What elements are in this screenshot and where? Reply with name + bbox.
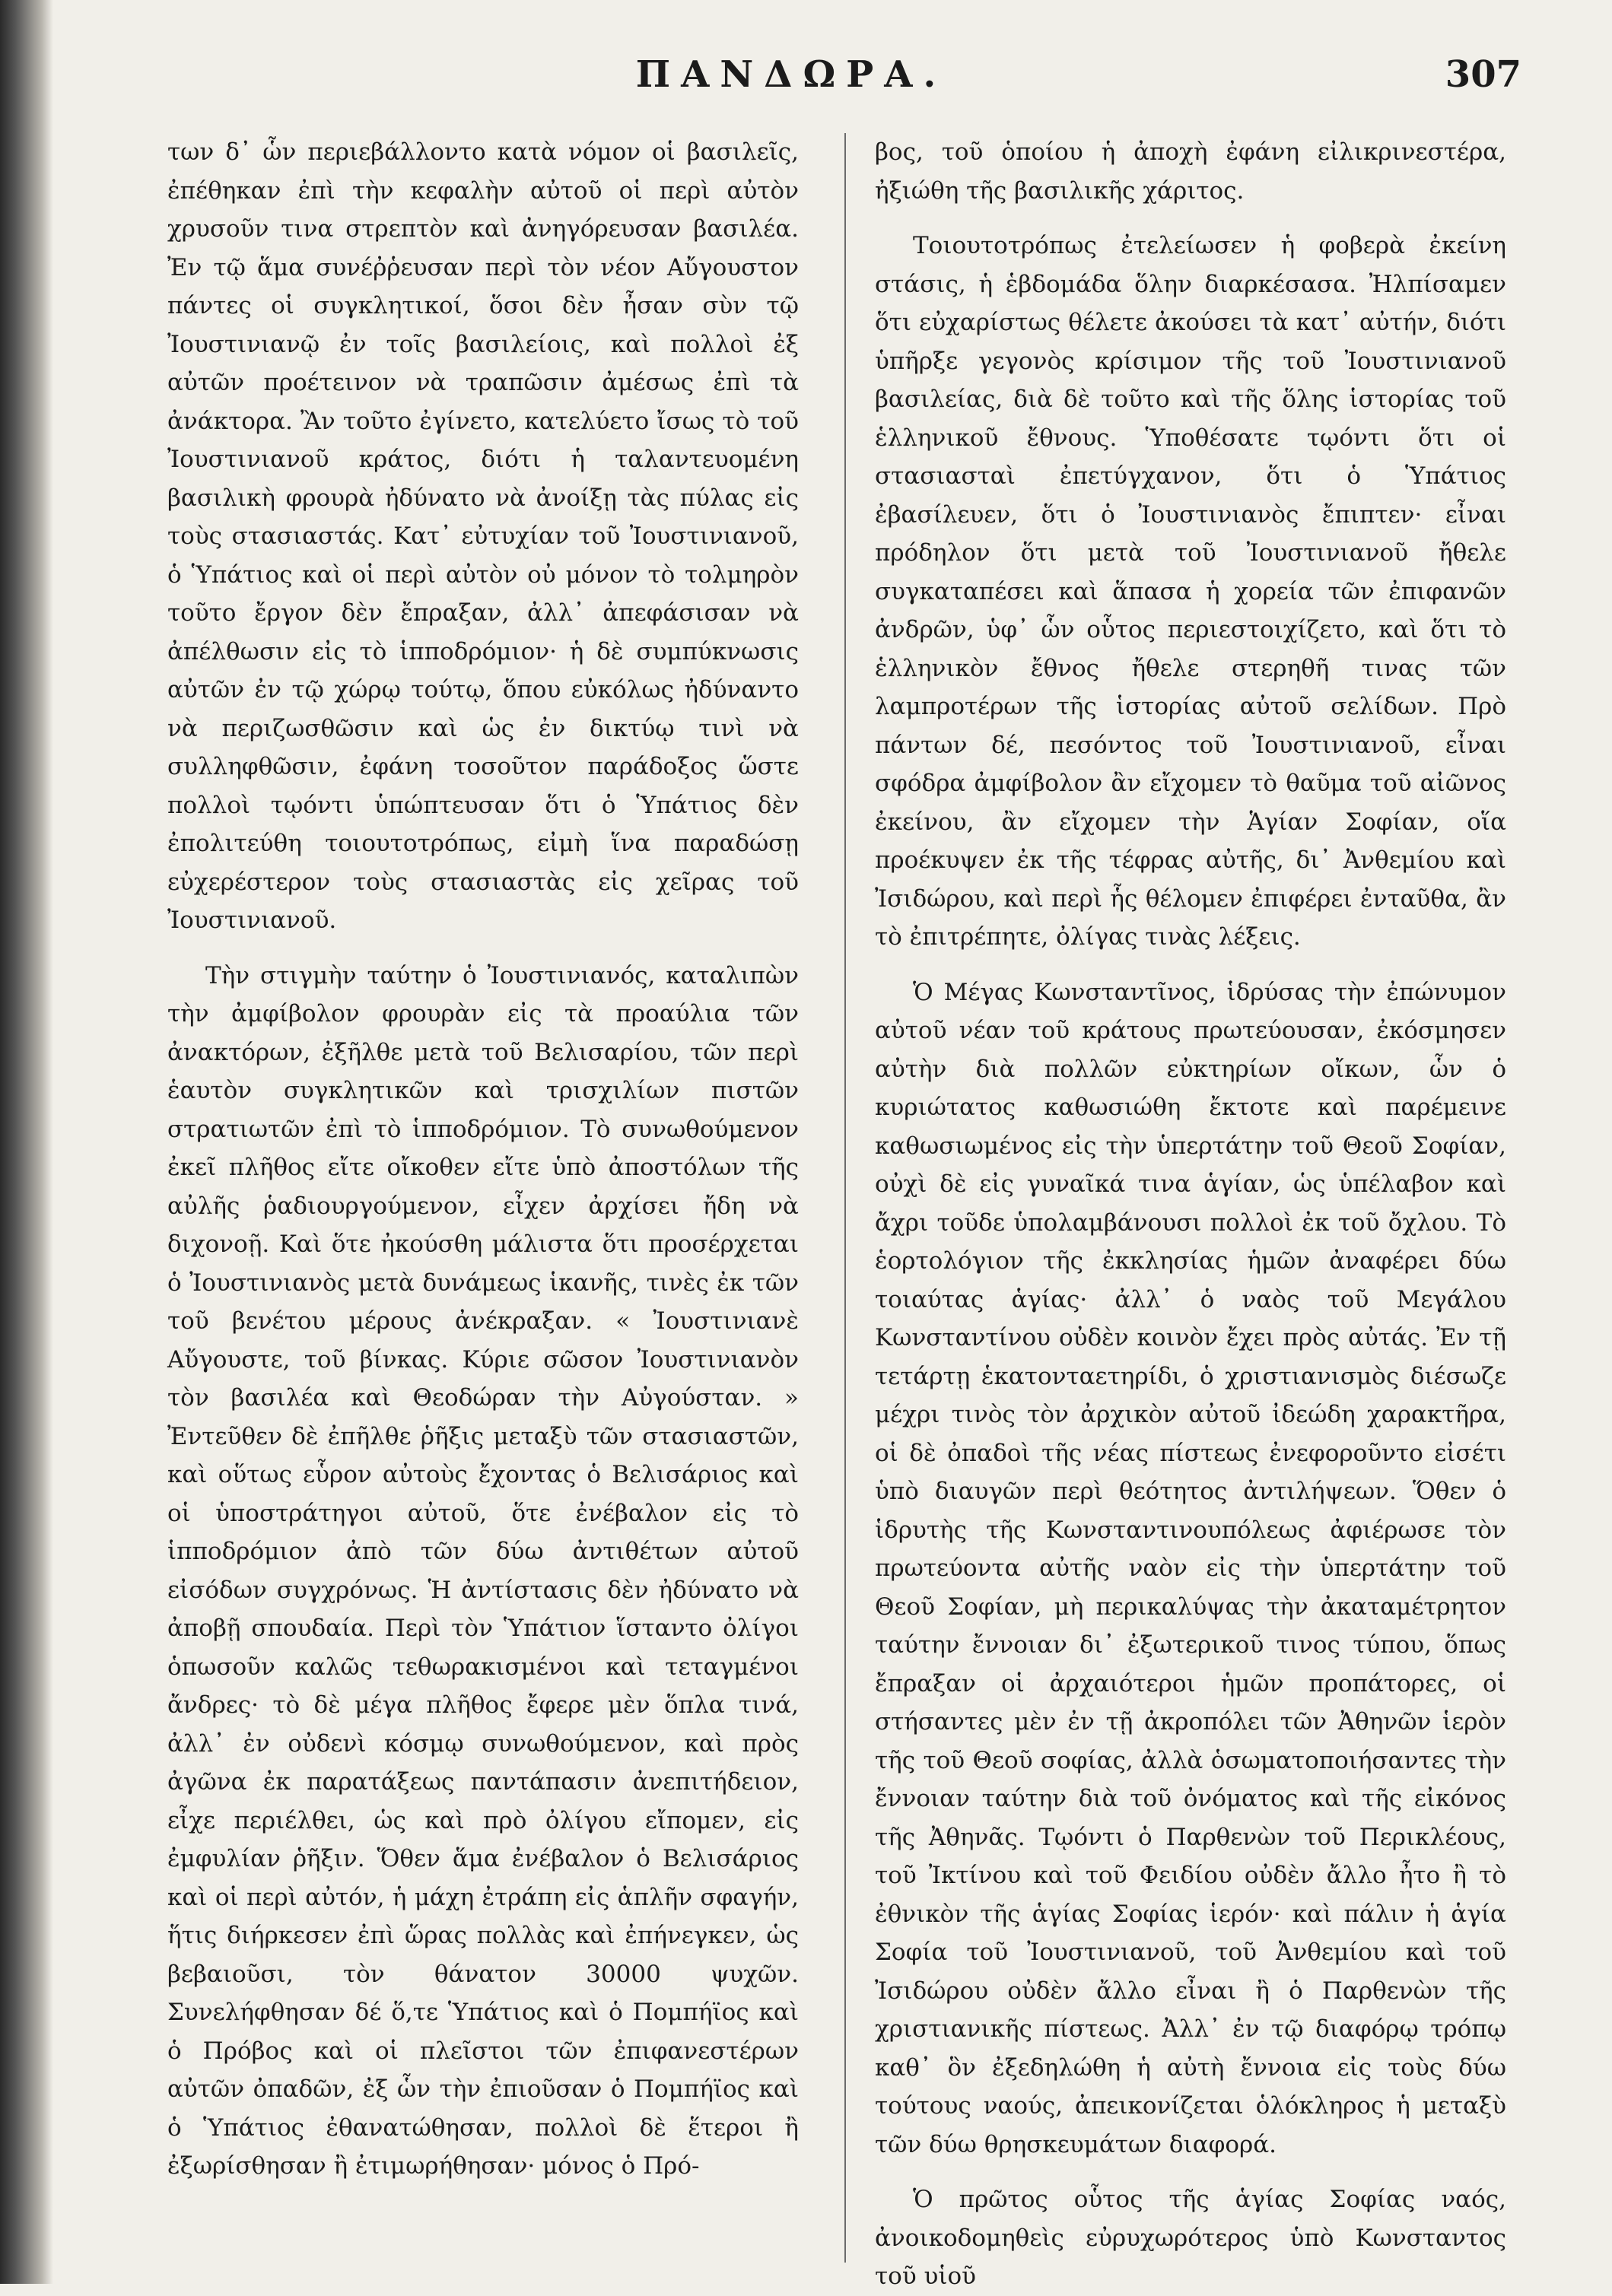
right-column xyxy=(875,133,1506,2296)
binding-shadow xyxy=(0,0,53,2284)
left-column xyxy=(167,133,799,2186)
column-divider xyxy=(844,133,846,2263)
right-paragraph-1: βος, τοῦ ὁποίου ἡ ἀποχὴ ἐφάνη εἰλικρινεστέρα, ἠξιώθη τῆς βασιλικῆς χάριτος. xyxy=(875,138,1506,205)
right-paragraph-2: Τοιουτοτρόπως ἐτελείωσεν ἡ φοβερὰ ἐκείνη στάσις, ἡ ἑβδομάδα ὅλην διαρκέσασα. Ἠλπίσαμεν ὅτι εὐχαρίστως θέλετε ἀκούσει τὰ κατ᾽ αὐτήν, διότι ὑπῆρξε γεγονὸς κρίσιμον τῆς τοῦ Ἰουστινιανοῦ βασιλείας, διὰ δὲ τοῦτο καὶ τῆς ὅλης ἱστορίας τοῦ ἑλληνικοῦ ἔθνους. Ὑποθέσατε τῳόντι ὅτι οἱ στασιασταὶ ἐπετύγχανον, ὅτι ὁ Ὑπάτιος ἐβασίλευεν, ὅτι ὁ Ἰουστινιανὸς ἔπιπτεν· εἶναι πρόδηλον ὅτι μετὰ τοῦ Ἰουστινιανοῦ ἤθελε συγκαταπέσει καὶ ἅπασα ἡ χορεία τῶν ἐπιφανῶν ἀνδρῶν, ὑφ᾽ ὧν οὗτος περιεστοιχίζετο, καὶ ὅτι τὸ ἑλληνικὸν ἔθνος ἤθελε στερηθῆ τινας τῶν λαμπροτέρων τῆς ἱστορίας αὐτοῦ σελίδων. Πρὸ πάντων δέ, πεσόντος τοῦ Ἰουστινιανοῦ, εἶναι σφόδρα ἀμφίβολον ἂν εἴχομεν τὸ θαῦμα τοῦ αἰῶνος ἐκείνου, ἂν εἴχομεν τὴν Ἁγίαν Σοφίαν, οἵα προέκυψεν ἐκ τῆς τέφρας αὐτῆς, δι᾽ Ἀνθεμίου καὶ Ἰσιδώρου, καὶ περὶ ἧς θέλομεν ἐπιφέρει ἐνταῦθα, ἂν τὸ ἐπιτρέπητε, ὀλίγας τινὰς λέξεις. xyxy=(875,232,1506,951)
left-paragraph-1: των δ᾽ ὧν περιεβάλλοντο κατὰ νόμον οἱ βασιλεῖς, ἐπέθηκαν ἐπὶ τὴν κεφαλὴν αὐτοῦ οἱ περὶ αὐτὸν χρυσοῦν τινα στρεπτὸν καὶ ἀνηγόρευσαν βασιλέα. Ἐν τῷ ἅμα συνέῤῥευσαν περὶ τὸν νέον Αὔγουστον πάντες οἱ συγκλητικοί, ὅσοι δὲν ἦσαν σὺν τῷ Ἰουστινιανῷ ἐν τοῖς βασιλείοις, καὶ πολλοὶ ἐξ αὐτῶν προέτεινον νὰ τραπῶσιν ἀμέσως ἐπὶ τὰ ἀνάκτορα. Ἂν τοῦτο ἐγίνετο, κατελύετο ἴσως τὸ τοῦ Ἰουστινιανοῦ κράτος, διότι ἡ ταλαντευομένη βασιλικὴ φρουρὰ ἠδύνατο νὰ ἀνοίξῃ τὰς πύλας εἰς τοὺς στασιαστάς. Κατ᾽ εὐτυχίαν τοῦ Ἰουστινιανοῦ, ὁ Ὑπάτιος καὶ οἱ περὶ αὐτὸν οὐ μόνον τὸ τολμηρὸν τοῦτο ἔργον δὲν ἔπραξαν, ἀλλ᾽ ἀπεφάσισαν νὰ ἀπέλθωσιν εἰς τὸ ἱπποδρόμιον· ἡ δὲ συμπύκνωσις αὐτῶν ἐν τῷ χώρῳ τούτῳ, ὅπου εὐκόλως ἠδύναντο νὰ περιζωσθῶσιν καὶ ὡς ἐν δικτύῳ τινὶ νὰ συλληφθῶσιν, ἐφάνη τοσοῦτον παράδοξος ὥστε πολλοὶ τῳόντι ὑπώπτευσαν ὅτι ὁ Ὑπάτιος δὲν ἐπολιτεύθη τοιουτοτρόπως, εἰμὴ ἵνα παραδώσῃ εὐχερέστερον τοὺς στασιαστὰς εἰς χεῖρας τοῦ Ἰουστινιανοῦ. xyxy=(167,138,799,934)
page-number: 307 xyxy=(1445,53,1521,96)
running-title: ΠΑΝΔΩΡΑ. xyxy=(635,53,947,96)
right-paragraph-3: Ὁ Μέγας Κωνσταντῖνος, ἱδρύσας τὴν ἐπώνυμον αὐτοῦ νέαν τοῦ κράτους πρωτεύουσαν, ἐκόσμησεν αὐτὴν διὰ πολλῶν εὐκτηρίων οἴκων, ὧν ὁ κυριώτατος καθωσιώθη ἔκτοτε καὶ παρέμεινε καθωσιωμένος εἰς τὴν ὑπερτάτην τοῦ Θεοῦ Σοφίαν, οὐχὶ δὲ εἰς γυναῖκά τινα ἁγίαν, ὡς ὑπέλαβον καὶ ἄχρι τοῦδε ὑπολαμβάνουσι πολλοὶ ἐκ τοῦ ὄχλου. Τὸ ἑορτολόγιον τῆς ἐκκλησίας ἡμῶν ἀναφέρει δύω τοιαύτας ἁγίας· ἀλλ᾽ ὁ ναὸς τοῦ Μεγάλου Κωνσταντίνου οὐδὲν κοινὸν ἔχει πρὸς αὐτάς. Ἐν τῇ τετάρτῃ ἑκατονταετηρίδι, ὁ χριστιανισμὸς διέσωζε μέχρι τινὸς τὸν ἀρχικὸν αὐτοῦ ἰδεώδη χαρακτῆρα, οἱ δὲ ὀπαδοὶ τῆς νέας πίστεως ἐνεφοροῦντο εἰσέτι ὑπὸ διαυγῶν περὶ θεότητος ἀντιλήψεων. Ὅθεν ὁ ἱδρυτὴς τῆς Κωνσταντινουπόλεως ἀφιέρωσε τὸν πρωτεύοντα αὐτῆς ναὸν εἰς τὴν ὑπερτάτην τοῦ Θεοῦ Σοφίαν, μὴ περικαλύψας τὴν ἀκαταμέτρητον ταύτην ἔννοιαν δι᾽ ἐξωτερικοῦ τινος τύπου, ὅπως ἔπραξαν οἱ ἀρχαιότεροι ἡμῶν προπάτορες, οἱ στήσαντες μὲν ἐν τῇ ἀκροπόλει τῶν Ἀθηνῶν ἱερὸν τῆς τοῦ Θεοῦ σοφίας, ἀλλὰ ὁσωματοποιήσαντες τὴν ἔννοιαν ταύτην διὰ τοῦ ὀνόματος καὶ τῆς εἰκόνος τῆς Ἀθηνᾶς. Τῳόντι ὁ Παρθενὼν τοῦ Περικλέους, τοῦ Ἰκτίνου καὶ τοῦ Φειδίου οὐδὲν ἄλλο ἦτο ἢ τὸ ἐθνικὸν τῆς ἁγίας Σοφίας ἱερόν· καὶ πάλιν ἡ ἁγία Σοφία τοῦ Ἰουστινιανοῦ, τοῦ Ἀνθεμίου καὶ τοῦ Ἰσιδώρου οὐδὲν ἄλλο εἶναι ἢ ὁ Παρθενὼν τῆς χριστιανικῆς πίστεως. Ἀλλ᾽ ἐν τῷ διαφόρῳ τρόπῳ καθ᾽ ὃν ἐξεδηλώθη ἡ αὐτὴ ἔννοια εἰς τοὺς δύω τούτους ναούς, ἀπεικονίζεται ὁλόκληρος ἡ μεταξὺ τῶν δύω θρησκευμάτων διαφορά. xyxy=(875,978,1506,2158)
running-head xyxy=(61,53,1521,106)
left-paragraph-2: Τὴν στιγμὴν ταύτην ὁ Ἰουστινιανός, καταλιπὼν τὴν ἀμφίβολον φρουρὰν εἰς τὰ προαύλια τῶν ἀνακτόρων, ἐξῆλθε μετὰ τοῦ Βελισαρίου, τῶν περὶ ἑαυτὸν συγκλητικῶν καὶ τρισχιλίων πιστῶν στρατιωτῶν ἐπὶ τὸ ἱπποδρόμιον. Τὸ συνωθούμενον ἐκεῖ πλῆθος εἴτε οἴκοθεν εἴτε ὑπὸ ἀποστόλων τῆς αὐλῆς ῥαδιουργούμενον, εἶχεν ἀρχίσει ἤδη νὰ διχονοῇ. Καὶ ὅτε ἠκούσθη μάλιστα ὅτι προσέρχεται ὁ Ἰουστινιανὸς μετὰ δυνάμεως ἱκανῆς, τινὲς ἐκ τῶν τοῦ βενέτου μέρους ἀνέκραξαν. « Ἰουστινιανὲ Αὔγουστε, τοῦ βίνκας. Κύριε σῶσον Ἰουστινιανὸν τὸν βασιλέα καὶ Θεοδώραν τὴν Αὐγούσταν. » Ἐντεῦθεν δὲ ἐπῆλθε ῥῆξις μεταξὺ τῶν στασιαστῶν, καὶ οὕτως εὗρον αὐτοὺς ἔχοντας ὁ Βελισάριος καὶ οἱ ὑποστράτηγοι αὐτοῦ, ὅτε ἐνέβαλον εἰς τὸ ἱπποδρόμιον ἀπὸ τῶν δύω ἀντιθέτων αὐτοῦ εἰσόδων συγχρόνως. Ἡ ἀντίστασις δὲν ἠδύνατο νὰ ἀποβῇ σπουδαία. Περὶ τὸν Ὑπάτιον ἵσταντο ὀλίγοι ὁπωσοῦν καλῶς τεθωρακισμένοι καὶ τεταγμένοι ἄνδρες· τὸ δὲ μέγα πλῆθος ἔφερε μὲν ὅπλα τινά, ἀλλ᾽ ἐν οὐδενὶ κόσμῳ συνωθούμενον, καὶ πρὸς ἀγῶνα ἐκ παρατάξεως παντάπασιν ἀνεπιτήδειον, εἶχε περιέλθει, ὡς καὶ πρὸ ὀλίγου εἴπομεν, εἰς ἐμφυλίαν ῥῆξιν. Ὅθεν ἅμα ἐνέβαλον ὁ Βελισάριος καὶ οἱ περὶ αὐτόν, ἡ μάχη ἐτράπη εἰς ἁπλῆν σφαγήν, ἥτις διήρκεσεν ἐπὶ ὥρας πολλὰς καὶ ἐπήνεγκεν, ὡς βεβαιοῦσι, τὸν θάνατον 30000 ψυχῶν. Συνελήφθησαν δέ ὅ,τε Ὑπάτιος καὶ ὁ Πομπήϊος καὶ ὁ Πρόβος καὶ οἱ πλεῖστοι τῶν ἐπιφανεστέρων αὐτῶν ὀπαδῶν, ἐξ ὧν τὴν ἐπιοῦσαν ὁ Πομπήϊος καὶ ὁ Ὑπάτιος ἐθανατώθησαν, πολλοὶ δὲ ἕτεροι ἢ ἐξωρίσθησαν ἢ ἐτιμωρήθησαν· μόνος ὁ Πρό- xyxy=(167,961,799,2180)
right-paragraph-4: Ὁ πρῶτος οὗτος τῆς ἁγίας Σοφίας ναός, ἀνοικοδομηθεὶς εὐρυχωρότερος ὑπὸ Κωνσταντος τοῦ υἱοῦ xyxy=(875,2186,1506,2290)
